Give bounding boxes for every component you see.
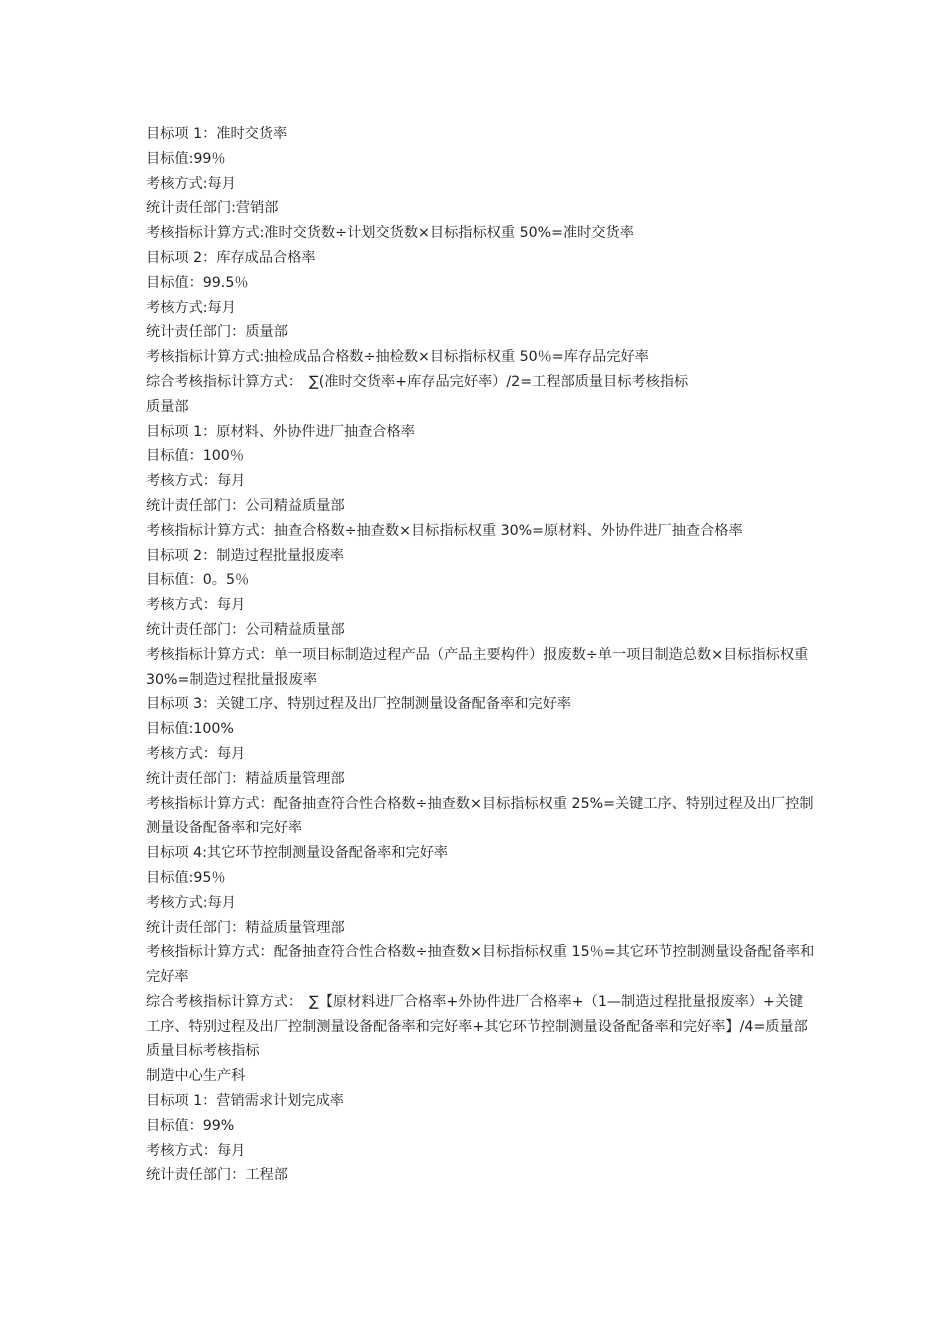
assessment-method: 考核方式:每月	[146, 894, 236, 911]
overall-calculation-method: 综合考核指标计算方式： ∑【原材料进厂合格率+外协件进厂合格率+（1—制造过程批量报废率）+关键工序、特别过程及出厂控制测量设备配备率和完好率+其它环节控制测量设备配备率和完好率】/4=质量部质量目标考核指标	[146, 993, 808, 1060]
responsible-department: 统计责任部门：精益质量管理部	[146, 770, 345, 787]
calculation-method: 考核指标计算方式:准时交货数÷计划交货数×目标指标权重 50%=准时交货率	[146, 225, 634, 242]
target-item-heading: 目标项 4:其它环节控制测量设备配备率和完好率	[146, 845, 449, 862]
responsible-department: 统计责任部门：公司精益质量部	[146, 497, 345, 514]
assessment-method: 考核方式：每月	[146, 473, 246, 490]
responsible-department: 统计责任部门：公司精益质量部	[146, 621, 345, 638]
target-item-heading: 目标项 2：库存成品合格率	[146, 249, 316, 266]
overall-calculation-method: 综合考核指标计算方式： ∑(准时交货率+库存品完好率）/2=工程部质量目标考核指标	[146, 373, 689, 390]
assessment-method: 考核方式:每月	[146, 175, 236, 192]
assessment-method: 考核方式：每月	[146, 1142, 246, 1159]
calculation-method: 考核指标计算方式：配备抽查符合性合格数÷抽查数×目标指标权重 25%=关键工序、特别过程及出厂控制测量设备配备率和完好率	[146, 795, 814, 837]
section-title: 制造中心生产科	[146, 1068, 246, 1085]
assessment-method: 考核方式：每月	[146, 597, 246, 614]
calculation-method: 考核指标计算方式：单一项目标制造过程产品（产品主要构件）报废数÷单一项目制造总数×目标指标权重 30%=制造过程批量报废率	[146, 646, 809, 688]
target-value: 目标值：100％	[146, 448, 245, 465]
target-item-heading: 目标项 3：关键工序、特别过程及出厂控制测量设备配备率和完好率	[146, 696, 571, 713]
responsible-department: 统计责任部门：工程部	[146, 1167, 288, 1184]
calculation-method: 考核指标计算方式：配备抽查符合性合格数÷抽查数×目标指标权重 15％=其它环节控制测量设备配备率和完好率	[146, 944, 815, 986]
responsible-department: 统计责任部门：质量部	[146, 324, 288, 341]
target-value: 目标值:99％	[146, 150, 226, 167]
responsible-department: 统计责任部门:营销部	[146, 200, 279, 217]
calculation-method: 考核指标计算方式:抽检成品合格数÷抽检数×目标指标权重 50％=库存品完好率	[146, 349, 649, 366]
target-item-heading: 目标项 2：制造过程批量报废率	[146, 547, 344, 564]
section-title: 质量部	[146, 398, 189, 415]
target-value: 目标值：99%	[146, 1117, 235, 1134]
target-value: 目标值：0。5％	[146, 572, 250, 589]
target-item-heading: 目标项 1：营销需求计划完成率	[146, 1093, 344, 1110]
target-item-heading: 目标项 1：原材料、外协件进厂抽查合格率	[146, 423, 415, 440]
assessment-method: 考核方式：每月	[146, 745, 246, 762]
document-body	[146, 122, 816, 1188]
calculation-method: 考核指标计算方式：抽查合格数÷抽查数×目标指标权重 30%=原材料、外协件进厂抽查合格率	[146, 522, 743, 539]
target-item-heading: 目标项 1：准时交货率	[146, 126, 288, 142]
target-value: 目标值:95％	[146, 869, 226, 886]
assessment-method: 考核方式:每月	[146, 299, 236, 316]
responsible-department: 统计责任部门：精益质量管理部	[146, 919, 345, 936]
target-value: 目标值：99.5％	[146, 274, 249, 291]
target-value: 目标值:100%	[146, 721, 234, 738]
